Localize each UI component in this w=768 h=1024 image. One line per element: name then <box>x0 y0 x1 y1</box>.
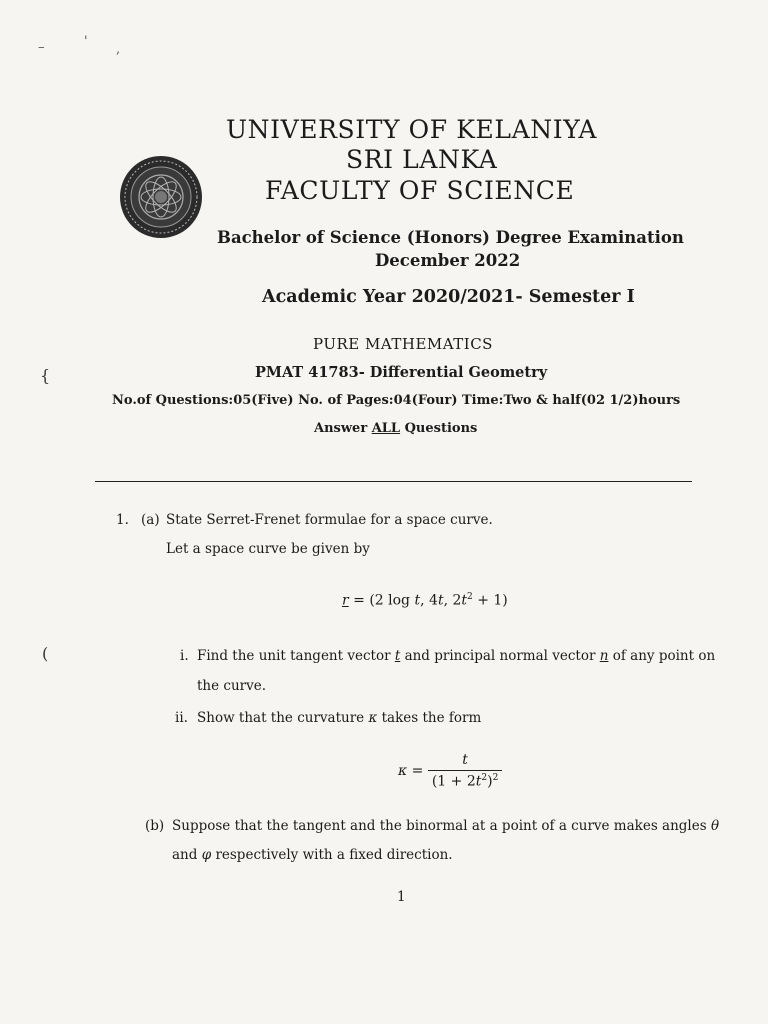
scan-speck: ' <box>84 34 88 49</box>
subpart-i-text-cont: the curve. <box>197 678 267 694</box>
curvature-formula: κ = $\frac{t}{(1 + 2t^2)^2}$ <box>398 752 502 790</box>
instruction-prefix: Answer <box>314 421 372 436</box>
university-name: UNIVERSITY OF KELANIYA <box>226 115 598 144</box>
part-a-text: State Serret-Frenet formulae for a space curve. <box>166 512 493 528</box>
instruction <box>314 421 477 436</box>
part-b-text: Suppose that the tangent and the binormal at a point of a curve makes angles θ <box>172 818 720 834</box>
curve-equation: r = (2 log t, 4t, $2t^2 + 1$) <box>342 592 508 609</box>
subpart-ii-text: Show that the curvature κ takes the form <box>197 710 482 726</box>
page-number: 1 <box>397 889 406 905</box>
country-name: SRI LANKA <box>346 145 498 174</box>
scan-speck: { <box>40 366 51 385</box>
scan-speck: – <box>38 40 45 55</box>
question-number: 1. <box>116 512 129 528</box>
subpart-i-text: Find the unit tangent vector t and principal normal vector n of any point on <box>197 648 716 664</box>
faculty-name: FACULTY OF SCIENCE <box>265 176 575 205</box>
curve-intro: Let a space curve be given by <box>166 541 370 557</box>
academic-year: Academic Year 2020/2021- Semester I <box>262 287 635 307</box>
course-title: PMAT 41783- Differential Geometry <box>255 364 548 381</box>
subpart-i-label: i. <box>180 648 189 664</box>
scan-speck: ( <box>42 644 49 663</box>
instruction-emphasis: ALL <box>371 421 401 436</box>
separator-rule <box>95 481 692 482</box>
scan-speck: , <box>116 42 121 57</box>
part-a-label: (a) <box>141 512 160 528</box>
part-b-text-cont: and φ respectively with a fixed direction. <box>172 847 453 863</box>
exam-details: No.of Questions:05(Five) No. of Pages:04(Four) Time:Two & half(02 1/2)hours <box>112 393 681 408</box>
university-seal-logo <box>118 154 204 240</box>
instruction-suffix: Questions <box>400 421 478 436</box>
degree-title: Bachelor of Science (Honors) Degree Examination <box>217 228 684 247</box>
subject-title: PURE MATHEMATICS <box>313 335 493 353</box>
part-b-label: (b) <box>145 818 165 834</box>
subpart-ii-label: ii. <box>175 710 188 726</box>
exam-date: December 2022 <box>375 251 521 270</box>
